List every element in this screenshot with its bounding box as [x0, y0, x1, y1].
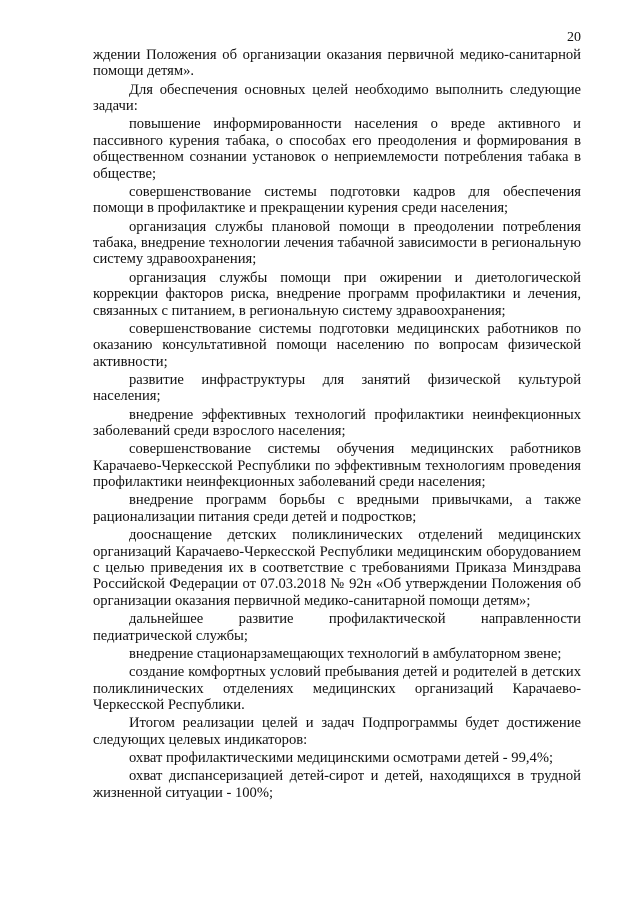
task-item: организация службы плановой помощи в преодолении потребления табака, внедрение технологии лечения табачной зависимости в региональную систему здравоохранения;	[93, 218, 581, 268]
task-item: совершенствование системы обучения медицинских работников Карачаево-Черкесской Республики по эффективным технологиям проведения профилактики неинфекционных заболеваний среди населения;	[93, 441, 581, 491]
task-item: дооснащение детских поликлинических отделений медицинских организаций Карачаево-Черкесской Республики медицинским оборудованием с целью приведения их в соответствие с требованиями Приказа Минздрава Российской Федерации от 07.03.2018 № 92н «Об утверждении Положения об организации оказания первичной медико-санитарной помощи детям»;	[93, 527, 581, 609]
indicator-item: охват профилактическими медицинскими осмотрами детей - 99,4%;	[129, 749, 554, 766]
task-item: внедрение программ борьбы с вредными привычками, а также рационализации питания среди детей и подростков;	[93, 492, 581, 525]
paragraph-intro: Для обеспечения основных целей необходимо выполнить следующие задачи:	[93, 81, 581, 115]
body-text	[93, 47, 581, 803]
task-item: дальнейшее развитие профилактической направленности педиатрической службы;	[93, 611, 581, 644]
task-item: внедрение эффективных технологий профилактики неинфекционных заболеваний среди взрослого населения;	[93, 406, 581, 440]
task-item: развитие инфраструктуры для занятий физической культурой населения;	[93, 371, 581, 405]
task-item: внедрение стационарзамещающих технологий в амбулаторном звене;	[129, 645, 562, 662]
task-item: организация службы помощи при ожирении и диетологической коррекции факторов риска, внедрение программ профилактики и лечения, связанных с питанием, в региональную систему здравоохранения;	[93, 269, 581, 319]
paragraph-continuation: ждении Положения об организации оказания первичной медико-санитарной помощи детям».	[93, 47, 581, 80]
task-item: повышение информированности населения о вреде активного и пассивного курения табака, о способах его преодоления и формирования в общественном сознании установок о неприемлемости потребления табака в обществе;	[93, 116, 581, 182]
indicator-item: охват диспансеризацией детей-сирот и детей, находящихся в трудной жизненной ситуации - 100%;	[93, 768, 581, 801]
page-number: 20	[567, 30, 581, 45]
task-item: создание комфортных условий пребывания детей и родителей в детских поликлинических отделениях медицинских организаций Карачаево-Черкесской Республики.	[93, 664, 581, 713]
task-item: совершенствование системы подготовки медицинских работников по оказанию консультативной помощи населению по вопросам физической активности;	[93, 320, 581, 370]
task-item: совершенствование системы подготовки кадров для обеспечения помощи в профилактике и прекращении курения среди населения;	[93, 183, 581, 217]
paragraph-results-intro: Итогом реализации целей и задач Подпрограммы будет достижение следующих целевых индикаторов:	[93, 715, 581, 748]
